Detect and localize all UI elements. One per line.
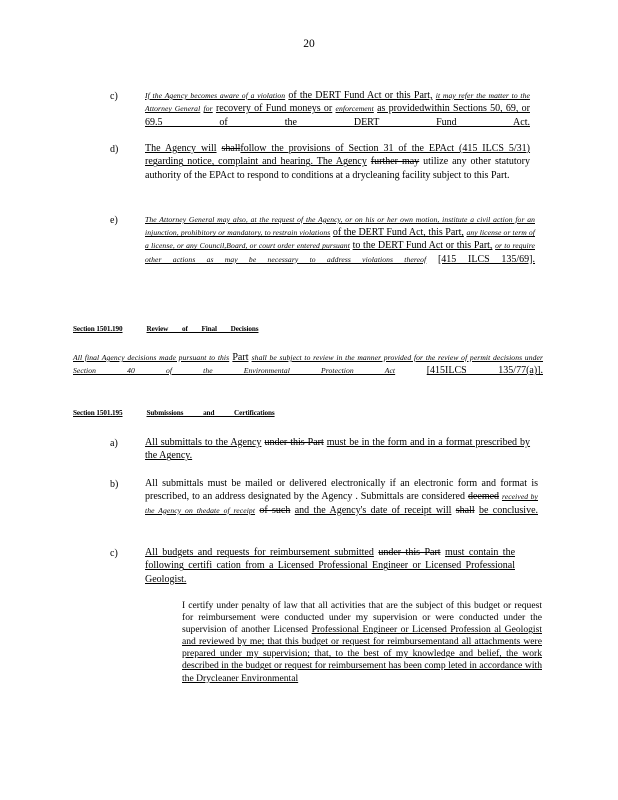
section-195-heading: [73, 409, 323, 417]
section-190-text: All final Agency decisions made pursuant to this Part shall be subject to review in the manner provided for the review of permit decisions under Section 40 of the Environmental Protection Act [415ILCS 135/77(a)].: [73, 352, 544, 376]
section-190-title: Review of Final Decisions: [146, 325, 259, 333]
item-c-label: c): [110, 91, 118, 102]
item-195a-text: All submittals to the Agency under this Part must be in the form and in a format prescribed by the Agency.: [145, 437, 531, 462]
item-e-text: The Attorney General may also, at the request of the Agency, or on his or her own motion, institute a civil action for an injunction, prohibitory or mandatory, to restrain violations of the DERT Fund Act, this Part, any license or term of a license, or any Council,Board, or court order entered pursuant to the DERT Fund Act or this Part, or to require other actions as may be necessary to address violations thereof [415 ILCS 135/69].: [145, 215, 536, 265]
certification-text: I certify under penalty of law that all activities that are the subject of this budget or request for reimbursement were conducted under my supervision or were conducted under the supervision of another Licensed Professional Engineer or Licensed Profession al Geologist and reviewed by me; that this budget or request for reimbursementand all attachments were prepared under my supervision; that, to the best of my knowledge and belief, the work described in the budget or request for reimbursement has been comp leted in accordance with the Drycleaner Environmental: [182, 600, 542, 684]
item-d-label: d): [110, 144, 119, 155]
section-190-heading: [73, 325, 295, 333]
item-195b-text: All submittals must be mailed or delivered electronically if an electronic form and format is prescribed, to an address designated by the Agency . Submittals are considered deemed received by the Agency on thedate of receipt of such and the Agency's date of receipt will shall be conclusive.: [145, 478, 539, 516]
item-c-text: If the Agency becomes aware of a violation of the DERT Fund Act or this Part, it may refer the matter to the Attorney General for recovery of Fund moneys or enforcement as providedwithin Sections 50, 69, or 69.5 of the DERT Fund Act.: [145, 90, 531, 128]
section-190-number: Section 1501.190: [73, 325, 123, 333]
page-number: 20: [303, 38, 315, 50]
item-e-label: e): [110, 215, 118, 226]
item-195c-label: c): [110, 548, 118, 559]
section-195-title: Submissions and Certifications: [146, 409, 275, 417]
item-195c-text: All budgets and requests for reimbursement submitted under this Part must contain the following certifi cation from a Licensed Professional Engineer or Licensed Professional Geologist.: [145, 547, 516, 585]
item-195b-label: b): [110, 479, 119, 490]
item-195a-label: a): [110, 438, 118, 449]
item-d-text: The Agency will shallfollow the provisions of Section 31 of the EPAct (415 ILCS 5/31) regarding notice, complaint and hearing. The Agency further may utilize any other statutory authority of the EPAct to respond to conditions at a drycleaning facility subject to this Part.: [145, 143, 531, 181]
section-195-number: Section 1501.195: [73, 409, 123, 417]
